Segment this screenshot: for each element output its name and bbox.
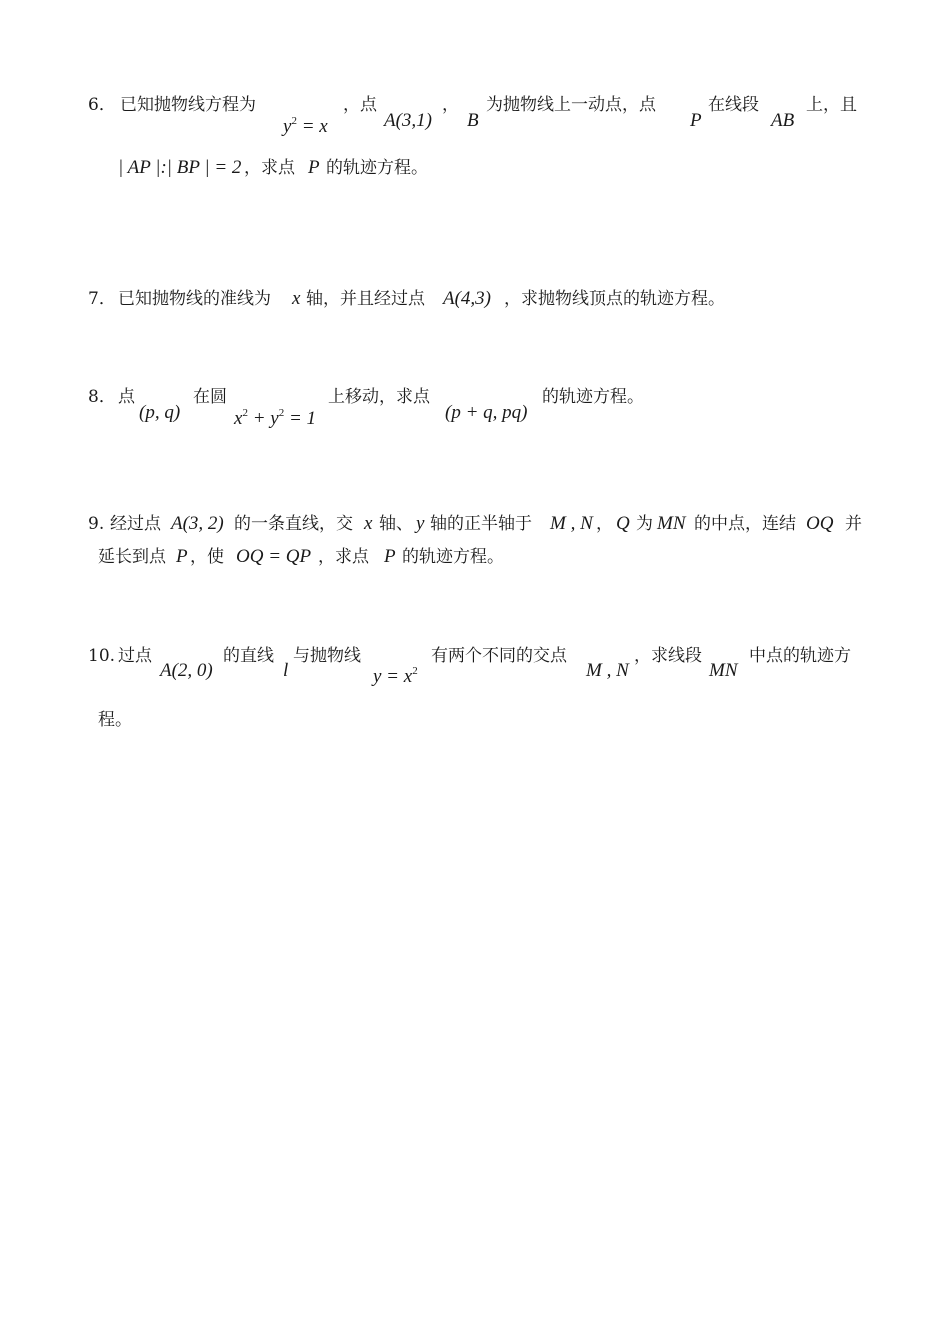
problem-6-number: 6． — [88, 95, 116, 115]
problem-9-text: 轴的正半轴于 — [430, 514, 532, 534]
problem-10-parabola: $y = x^2$ — [373, 665, 418, 687]
problem-8-circle-equation: $x^2 + y^2 = 1$ — [234, 407, 317, 429]
problem-7-text: 轴，并且经过点 — [306, 289, 425, 309]
problem-10-line-l: l — [283, 660, 289, 681]
problem-8-text: 的轨迹方程。 — [542, 387, 644, 407]
problem-9-text: 的中点，连结 — [694, 514, 796, 534]
problem-10-text: 有两个不同的交点 — [431, 646, 567, 666]
problem-7-text: ，求抛物线顶点的轨迹方程。 — [504, 289, 725, 309]
problem-6-text: ，求点 — [244, 158, 295, 178]
problem-6-equation: $y^2 = x$ — [283, 115, 328, 137]
problem-6-ratio: | AP |:| BP | = 2 — [118, 157, 242, 178]
problem-8-number: 8． — [88, 387, 116, 407]
problem-9-text: 轴、 — [379, 514, 413, 534]
problem-10-points-mn: M , N — [586, 660, 629, 681]
problem-9-text: 并 — [845, 514, 862, 534]
problem-6-text: ，点 — [343, 95, 377, 115]
problem-10-text: 与抛物线 — [293, 646, 361, 666]
problem-9-text: 经过点 — [110, 514, 161, 534]
problem-8-point-pq: (p, q) — [139, 402, 181, 423]
problem-9-text: 的轨迹方程。 — [402, 547, 504, 567]
problem-6-point-p: P — [308, 157, 320, 178]
problem-7-text: 已知抛物线的准线为 — [118, 289, 271, 309]
problem-9-text: ，使 — [190, 547, 224, 567]
problem-9-text: 为 — [636, 514, 653, 534]
problem-10-text: 过点 — [118, 646, 152, 666]
problem-9-point-a: A(3, 2) — [171, 513, 224, 534]
problem-10-number: 10. — [88, 646, 116, 666]
problem-10-text: ，求线段 — [634, 646, 702, 666]
problem-10-text: 中点的轨迹方 — [749, 646, 851, 666]
problem-7-var-x: x — [292, 288, 301, 309]
problem-7-point-a: A(4,3) — [443, 288, 492, 309]
problem-9-text: 的一条直线，交 — [234, 514, 353, 534]
problem-6-point-b: B — [467, 110, 479, 131]
problem-7-number: 7． — [88, 289, 116, 309]
problem-6-text: 为抛物线上一动点，点 — [486, 95, 656, 115]
problem-9-point-p: P — [384, 546, 396, 567]
problem-9-number: 9. — [88, 514, 105, 534]
problem-9-text: ，求点 — [318, 547, 369, 567]
problem-10-text: 的直线 — [223, 646, 274, 666]
problem-10-text: 程。 — [98, 710, 132, 730]
problem-9-var-x: x — [364, 513, 373, 534]
problem-6-text: 在线段 — [708, 95, 759, 115]
problem-9-text: 延长到点 — [98, 547, 166, 567]
problem-6-segment-ab: AB — [771, 110, 795, 131]
problem-6-text: ， — [442, 95, 459, 115]
problem-6-text: 的轨迹方程。 — [326, 158, 428, 178]
problem-8-text: 在圆 — [193, 387, 227, 407]
problem-6-point-p: P — [690, 110, 702, 131]
problem-9-var-y: y — [416, 513, 425, 534]
problem-9-text: ， — [596, 514, 613, 534]
problem-8-text: 点 — [118, 387, 135, 407]
problem-8-point-sum-product: (p + q, pq) — [445, 402, 528, 423]
problem-9-segment-oq: OQ — [806, 513, 834, 534]
problem-10-point-a: A(2, 0) — [160, 660, 213, 681]
problem-9-points-mn: M , N — [550, 513, 593, 534]
problem-9-segment-mn: MN — [657, 513, 686, 534]
problem-9-point-q: Q — [616, 513, 630, 534]
problem-10-segment-mn: MN — [709, 660, 738, 681]
problem-6-text: 上，且 — [806, 95, 857, 115]
problem-9-equation: OQ = QP — [236, 546, 312, 567]
problem-8-text: 上移动，求点 — [328, 387, 430, 407]
problem-6-text: 已知抛物线方程为 — [120, 95, 256, 115]
problem-6-point-a: A(3,1) — [384, 110, 433, 131]
problem-9-point-p: P — [176, 546, 188, 567]
